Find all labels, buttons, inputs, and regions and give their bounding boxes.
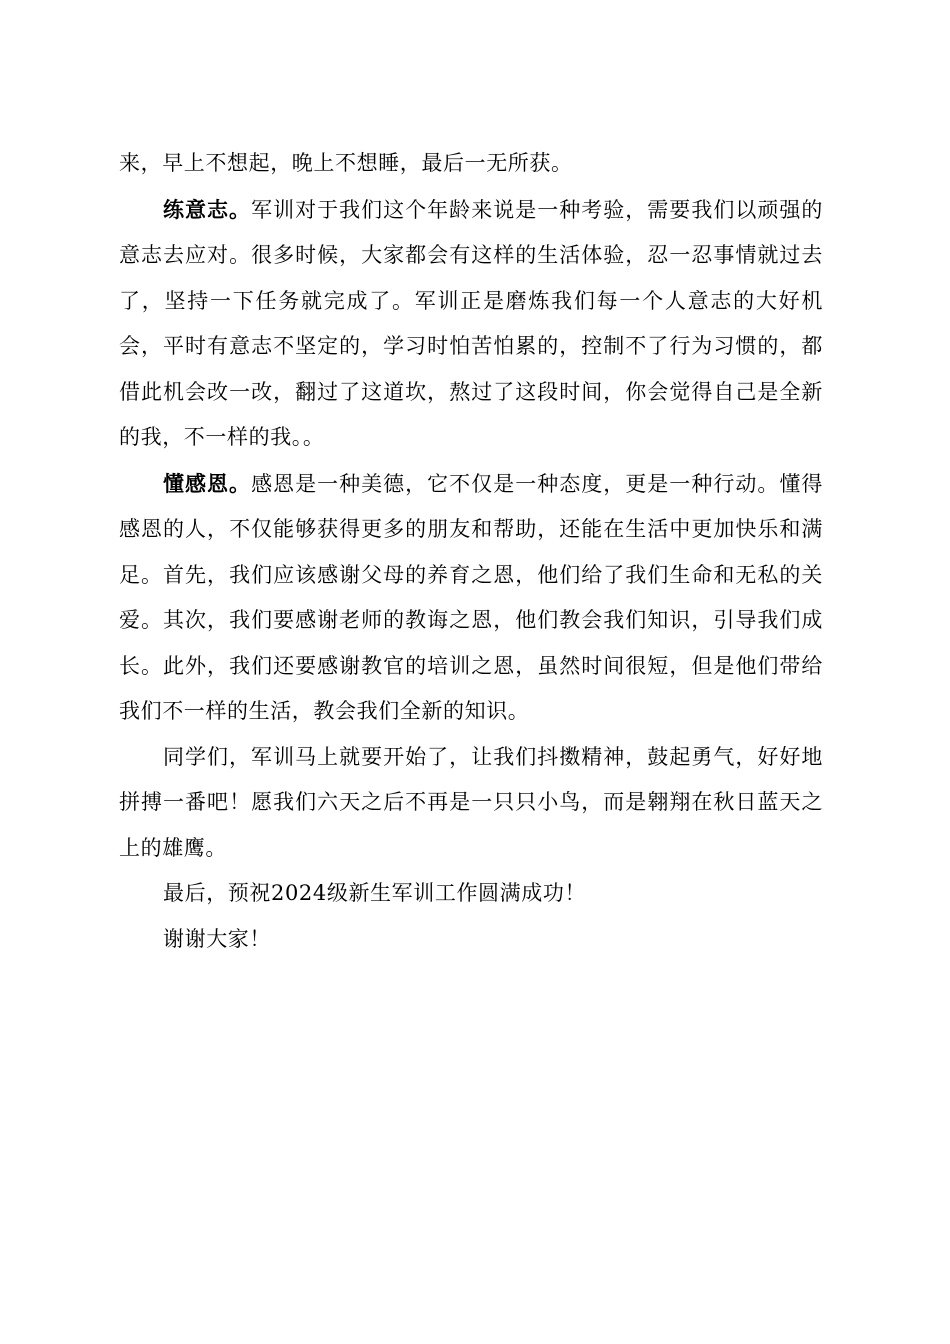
- paragraph-text: 感恩是一种美德，它不仅是一种态度，更是一种行动。懂得感恩的人，不仅能够获得更多的朋友和帮助，还能在生活中更加快乐和满足。首先，我们应该感谢父母的养育之恩，他们给了我们生命和无私的关爱。其次，我们要感谢老师的教诲之恩，他们教会我们知识，引导我们成长。此外，我们还要感谢教官的培训之恩，虽然时间很短，但是他们带给我们不一样的生活，教会我们全新的知识。: [119, 471, 823, 723]
- paragraph-continuation: [119, 141, 823, 187]
- paragraph-text: 同学们，军训马上就要开始了，让我们抖擞精神，鼓起勇气，好好地拼搏一番吧！愿我们六天之后不再是一只只小鸟，而是翱翔在秋日蓝天之上的雄鹰。: [119, 744, 823, 860]
- paragraph-text: 来，早上不想起，晚上不想睡，最后一无所获。: [119, 151, 573, 175]
- document-body: [119, 141, 823, 962]
- paragraph-wishes: [119, 871, 823, 917]
- paragraph-heading: 练意志。: [163, 196, 252, 222]
- paragraph-text: 最后，预祝2024级新生军训工作圆满成功！: [163, 881, 587, 905]
- paragraph-thanks: [119, 917, 823, 963]
- paragraph-text: 谢谢大家！: [163, 926, 271, 951]
- paragraph-call-to-action: [119, 735, 823, 872]
- paragraph-gratitude: [119, 461, 823, 735]
- paragraph-willpower: [119, 187, 823, 461]
- paragraph-text: 军训对于我们这个年龄来说是一种考验，需要我们以顽强的意志去应对。很多时候，大家都会有这样的生活体验，忍一忍事情就过去了，坚持一下任务就完成了。军训正是磨炼我们每一个人意志的大好机会，平时有意志不坚定的，学习时怕苦怕累的，控制不了行为习惯的，都借此机会改一改，翻过了这道坎，熬过了这段时间，你会觉得自己是全新的我，不一样的我。。: [119, 197, 823, 449]
- paragraph-heading: 懂感恩。: [163, 470, 252, 496]
